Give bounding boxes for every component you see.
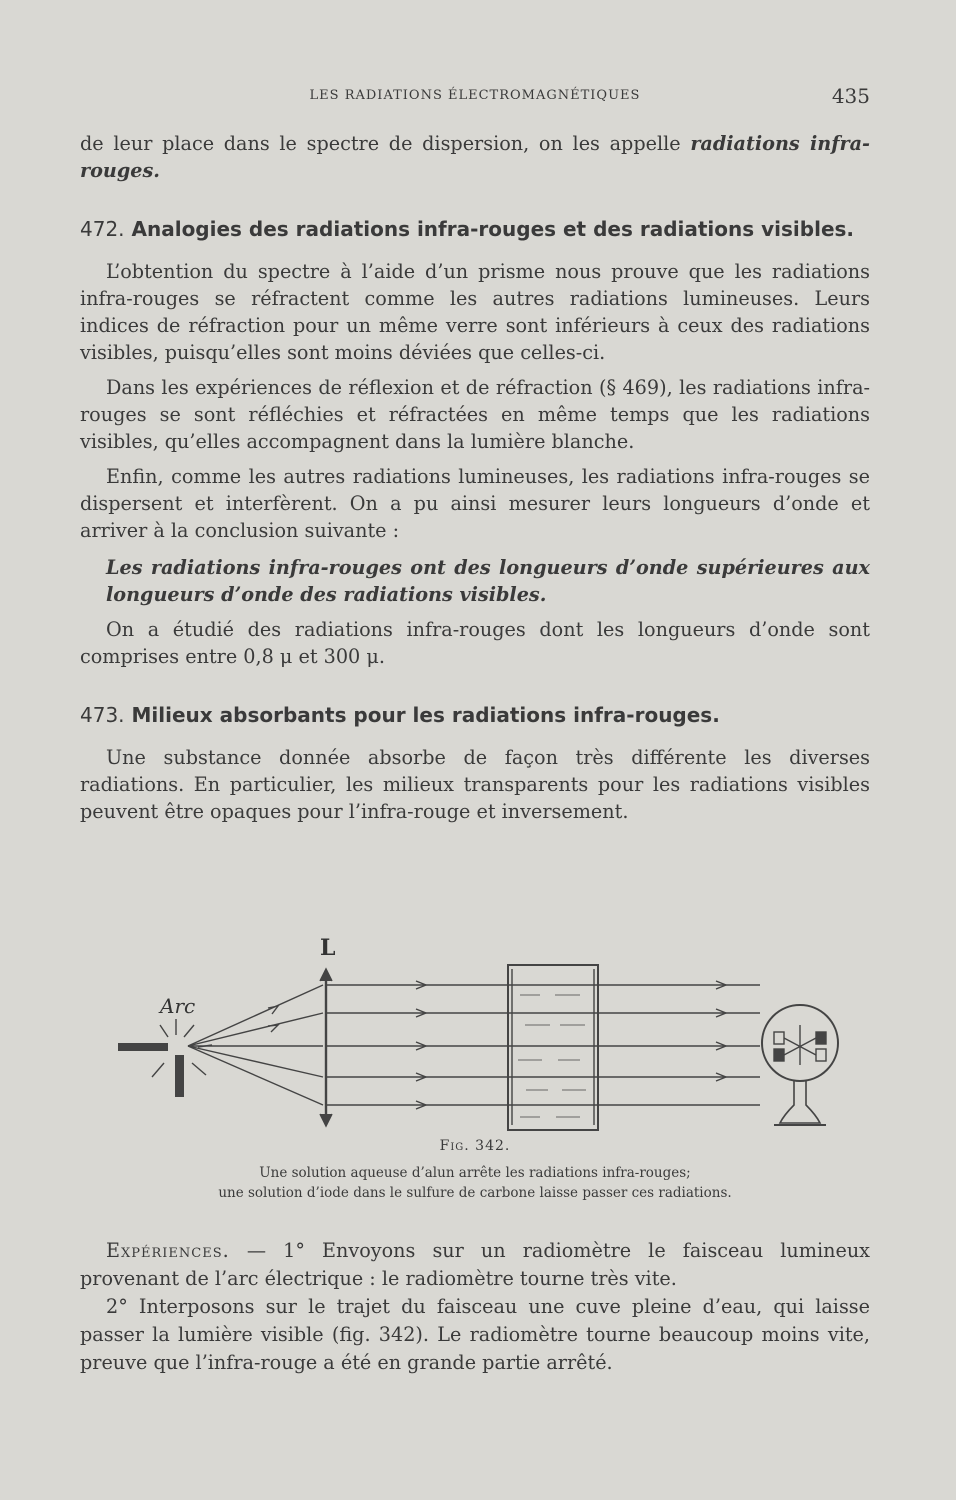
page-number: 435: [831, 84, 870, 108]
section-472-paragraph-1: L’obtention du spectre à l’aide d’un prisme nous prouve que les radiations infra-rouges se réfractent comme les autres radiations lumineuses. Leurs indices de réfraction pour un même verre sont inférieurs à ceux des radiations visibles, puisqu’elles sont moins déviées que celles-ci.: [80, 260, 870, 364]
section-472-paragraph-3: Enfin, comme les autres radiations lumineuses, les radiations infra-rouges se dispersent et interfèrent. On a pu ainsi mesurer leurs longueurs d’onde et arriver à la conclusion suivante :: [80, 465, 870, 542]
lens-label: L: [320, 935, 336, 961]
radiometer-stand: [780, 1081, 820, 1123]
arc-electrode-horizontal: [118, 1043, 168, 1051]
experiments-section: [80, 1237, 870, 1377]
experiments-text-1: — 1° Envoyons sur un radiomètre le faisceau lumineux provenant de l’arc électrique : le radiomètre tourne très vite.: [80, 1239, 870, 1290]
section-473-heading: [80, 700, 870, 730]
experiments-lead: Expériences.: [106, 1239, 230, 1262]
arc-label: Arc: [160, 994, 196, 1018]
intro-paragraph: [80, 130, 870, 184]
experiments-paragraph-2: 2° Interposons sur le trajet du faisceau une cuve pleine d’eau, qui laisse passer la lumière visible (fig. 342). Le radiomètre tourne beaucoup moins vite, preuve que l’infra-rouge a été en grande partie arrêté.: [80, 1295, 870, 1374]
page-header: [80, 84, 870, 108]
main-text: [80, 130, 870, 825]
figure-label: Fig. 342.: [439, 1138, 511, 1154]
intro-text: de leur place dans le spectre de dispersion, on les appelle: [80, 132, 691, 155]
section-472-paragraph-4: On a étudié des radiations infra-rouges dont les longueurs d’onde sont comprises entre 0,8 μ et 300 μ.: [80, 618, 870, 668]
section-473-title: Milieux absorbants pour les radiations infra-rouges.: [131, 703, 720, 727]
arc-electrode-vertical: [175, 1055, 184, 1097]
figure-342: [80, 925, 870, 1201]
section-472-paragraph-2: Dans les expériences de réflexion et de réfraction (§ 469), les radiations infra-rouges se sont réfléchies et réfractées en même temps que les radiations visibles, qu’elles accompagnent dans la lumière blanche.: [80, 376, 870, 453]
figure-caption: [80, 1163, 870, 1203]
section-472-number: 472.: [80, 217, 125, 241]
figure-caption-line-1: Une solution aqueuse d’alun arrête les radiations infra-rouges;: [259, 1165, 691, 1181]
intro-emphasis: radiations infra-rouges.: [80, 132, 870, 182]
section-472-title: Analogies des radiations infra-rouges et des radiations visibles.: [131, 217, 855, 241]
section-473-paragraph-1: Une substance donnée absorbe de façon très différente les diverses radiations. En particulier, les milieux transparents pour les radiations visibles peuvent être opaques pour l’infra-rouge et inversement.: [80, 746, 870, 823]
figure-caption-line-2: une solution d’iode dans le sulfure de carbone laisse passer ces radiations.: [218, 1185, 732, 1201]
section-473-number: 473.: [80, 703, 125, 727]
experiments-paragraph-1: [80, 1237, 870, 1293]
section-472-conclusion: Les radiations infra-rouges ont des longueurs d’onde supérieures aux longueurs d’onde des radiations visibles.: [106, 556, 870, 606]
section-472-heading: [80, 214, 870, 244]
experiment-diagram: [80, 925, 870, 1135]
running-title: LES RADIATIONS ÉLECTROMAGNÉTIQUES: [309, 88, 641, 103]
